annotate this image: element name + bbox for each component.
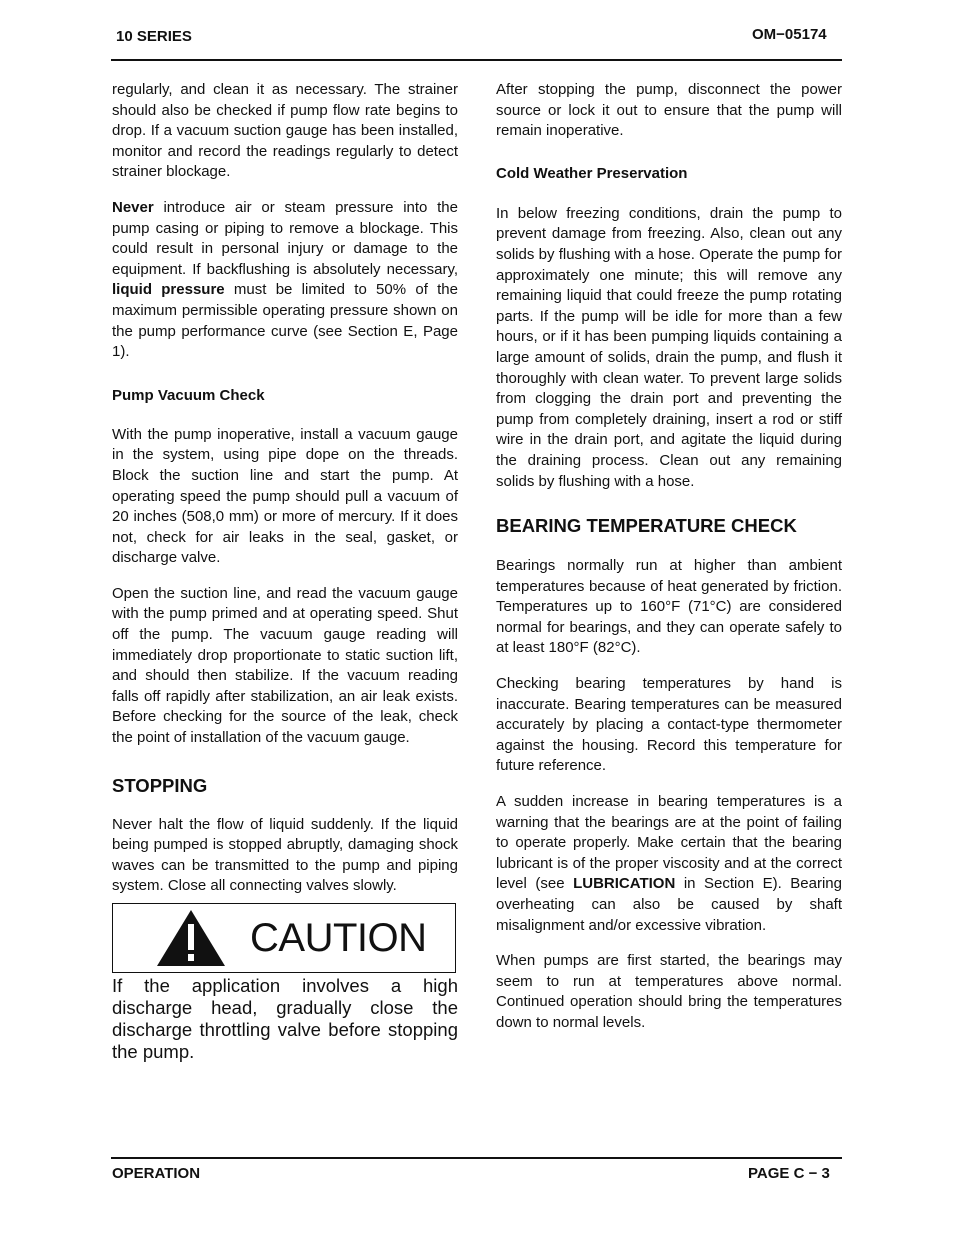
bearing-normal-paragraph: Bearings normally run at higher than ambient temperatures because of heat generated by friction. Temperatures up to 160°F (71°C) are considered normal for bearings, and they can operate safely to at least 180°F (82°C). — [496, 557, 842, 657]
cold-weather-heading: Cold Weather Preservation — [496, 164, 688, 182]
footer-rule — [111, 1157, 842, 1159]
right-column — [496, 80, 842, 1049]
header-doc-number: OM−05174 — [752, 26, 827, 43]
stopping-paragraph: Never halt the flow of liquid suddenly. If the liquid being pumped is stopped abruptly, damaging shock waves can be transmitted to the pump and piping system. Close all connecting valves slowly. — [112, 815, 458, 895]
strainer-paragraph: regularly, and clean it as necessary. The strainer should also be checked if pump flow rate begins to drop. If a vacuum suction gauge has been installed, monitor and record the readings regularly to detect strainer blockage. — [112, 81, 458, 181]
header-series: 10 SERIES — [116, 28, 192, 45]
backflush-warning-paragraph — [112, 198, 458, 363]
stopping-heading: STOPPING — [112, 774, 208, 796]
pump-vacuum-check-heading: Pump Vacuum Check — [112, 386, 265, 404]
never-emphasis: Never — [112, 198, 154, 216]
bearing-increase-text-b: in Section E). Bearing overheating can also be caused by shaft misalignment and/or excessive vibration. — [496, 875, 842, 934]
bearing-increase-paragraph — [496, 792, 842, 936]
first-start-paragraph: When pumps are first started, the bearings may seem to run at temperatures above normal. Continued operation should bring the temperatures down to normal levels. — [496, 952, 842, 1031]
bearing-increase-text-a: A sudden increase in bearing temperatures is a warning that the bearings are at the point of failing to operate properly. Make certain that the bearing lubricant is of the proper viscosity and at the correct level (see — [496, 793, 842, 893]
caution-label: CAUTION — [250, 916, 427, 960]
liquid-pressure-emphasis: liquid pressure — [112, 281, 225, 299]
footer-section: OPERATION — [112, 1165, 201, 1182]
bearing-temperature-heading: BEARING TEMPERATURE CHECK — [496, 515, 797, 537]
backflush-text-a: introduce air or steam pressure into the pump casing or piping to remove a blockage. This could result in personal injury or damage to the equipment. If backflushing is absolutely necessary, — [112, 198, 458, 278]
header-rule — [111, 59, 842, 61]
caution-banner — [112, 903, 456, 973]
cold-weather-paragraph: In below freezing conditions, drain the pump to prevent damage from freezing. Also, clean out any solids by flushing with a hose. Operate the pump for approximately one minute; this will remove any remaining liquid that could freeze the pump rotating parts. If the pump will be idle for more than a few hours, or if it has been pumping liquids containing a large amount of solids, drain the pump, and flush it thoroughly with clean water. To prevent large solids from clogging the drain port and preventing the pump from completely draining, insert a rod or stiff wire in the drain port, and agitate the liquid during the draining process. Clean out any remaining solids by flushing with a hose. — [496, 204, 842, 490]
lubrication-emphasis: LUBRICATION — [573, 875, 676, 893]
bearing-measure-paragraph: Checking bearing temperatures by hand is inaccurate. Bearing temperatures can be measured accurately by placing a contact-type thermometer against the housing. Record this temperature for future reference. — [496, 675, 842, 775]
vacuum-read-paragraph: Open the suction line, and read the vacuum gauge with the pump primed and at operating speed. Shut off the pump. The vacuum gauge reading will immediately drop proportionate to static suction lift, and should then stabilize. If the vacuum reading falls off rapidly after stabilization, an air leak exists. Before checking for the source of the leak, check the point of installation of the vacuum gauge. — [112, 584, 458, 747]
left-column — [112, 80, 458, 1063]
warning-triangle-icon — [155, 908, 227, 968]
caution-message: If the application involves a high discharge head, gradually close the discharge throttling valve before stopping the pump. — [112, 975, 458, 1062]
footer-page-number: PAGE C − 3 — [748, 1165, 830, 1182]
vacuum-install-paragraph: With the pump inoperative, install a vacuum gauge in the system, using pipe dope on the threads. Block the suction line and start the pump. At operating speed the pump should pull a vacuum of 20 inches (508,0 mm) or more of mercury. If it does not, check for air leaks in the seal, gasket, or discharge valve. — [112, 425, 458, 567]
backflush-text-b: must be limited to 50% of the maximum permissible operating pressure shown on the pump performance curve (see Section E, Page 1). — [112, 281, 458, 361]
disconnect-power-paragraph: After stopping the pump, disconnect the power source or lock it out to ensure that the pump will remain inoperative. — [496, 81, 842, 140]
